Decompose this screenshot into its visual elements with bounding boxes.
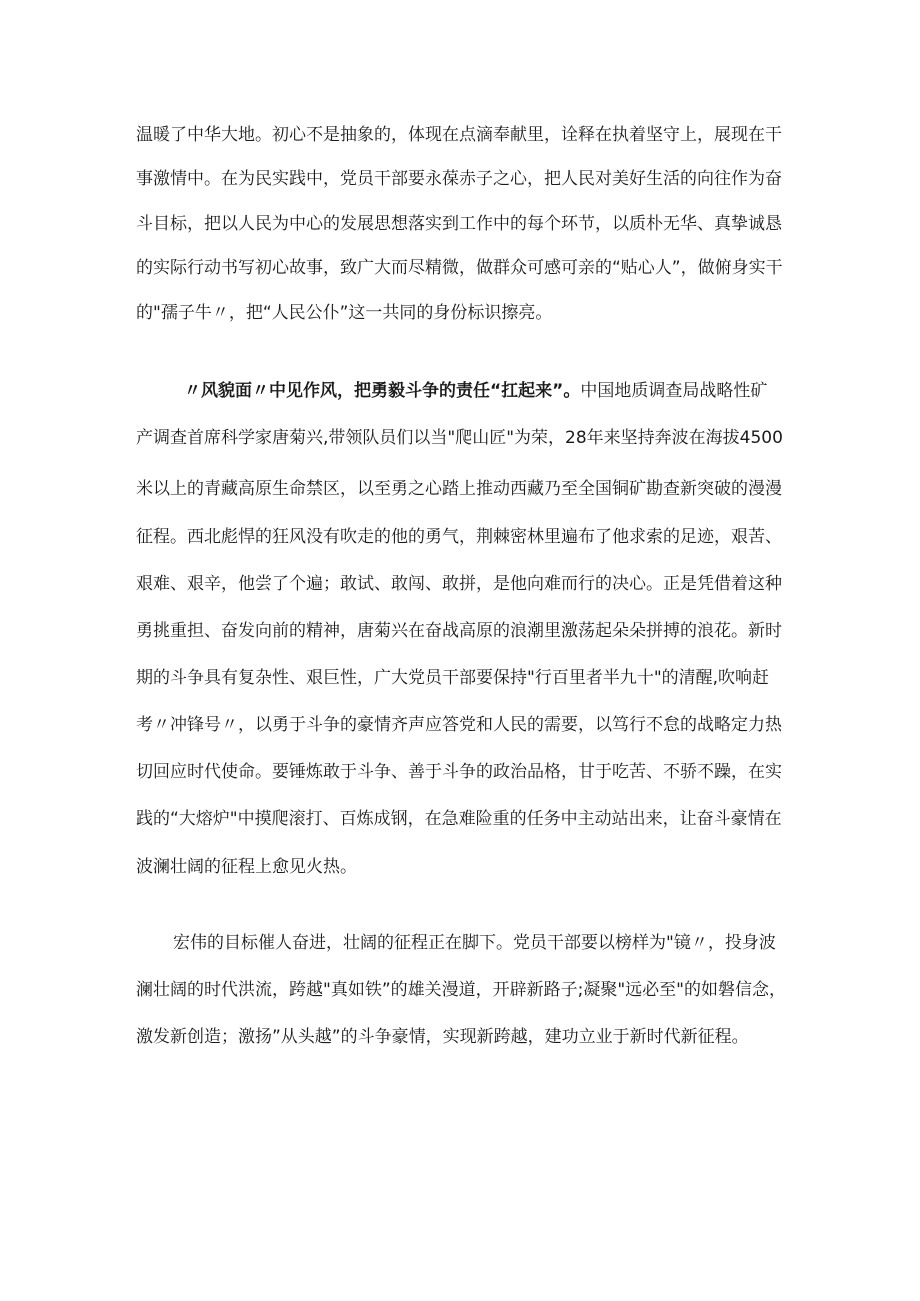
paragraph-1-line-5: 的"孺子牛〃，把“人民公仆”这一共同的身份标识擦亮。 (136, 303, 553, 323)
paragraph-1-line-3: 斗目标，把以人民为中心的发展思想落实到工作中的每个环节，以质朴无华、真挚诚恳 (136, 214, 782, 234)
paragraph-2-line-10: 践的“大熔炉"中摸爬滚打、百炼成钢，在急难险重的任务中主动站出来，让奋斗豪情在 (136, 809, 782, 829)
paragraph-2-line-6: 勇挑重担、奋发向前的精神，唐菊兴在奋战高原的浪潮里激荡起朵朵拼搏的浪花。新时 (136, 621, 782, 641)
paragraph-2-line-3: 米以上的青藏高原生命禁区，以至勇之心踏上推动西藏乃至全国铜矿勘查新突破的漫漫 (136, 479, 782, 499)
paragraph-1-line-2: 事激情中。在为民实践中，党员干部要永葆赤子之心，把人民对美好生活的向往作为奋 (136, 169, 782, 189)
paragraph-2-line-7: 期的斗争具有复杂性、艰巨性，广大党员干部要保持"行百里者半九十"的清醒,吹响赶 (136, 668, 770, 688)
paragraph-2-lead-text: 中国地质调查局战略性矿 (580, 381, 768, 401)
paragraph-2-line-1 (184, 380, 767, 402)
paragraph-3-line-2: 澜壮阔的时代洪流，跨越"真如铁”的雄关漫道，开辟新路子;凝聚"远必至"的如磐信念， (136, 980, 786, 1000)
paragraph-3-line-1: 宏伟的目标催人奋进，壮阔的征程正在脚下。党员干部要以榜样为"镜〃，投身波 (173, 933, 776, 953)
paragraph-2-line-9: 切回应时代使命。要锤炼敢于斗争、善于斗争的政治品格，甘于吃苦、不骄不躁，在实 (136, 762, 782, 782)
paragraph-2-line-2: 产调查首席科学家唐菊兴,带领队员们以当"爬山匠"为荣，28年来坚持奔波在海拔4500 (136, 428, 783, 448)
paragraph-2-line-11: 波澜壮阔的征程上愈见火热。 (136, 857, 357, 877)
paragraph-2-lead-heading: 〃风貌面〃中见作风，把勇毅斗争的责任“扛起来”。 (184, 381, 581, 401)
paragraph-2-line-8: 考〃冲锋号〃，以勇于斗争的豪情齐声应答党和人民的需要，以笃行不怠的战略定力热 (136, 715, 782, 735)
paragraph-1-line-1: 温暖了中华大地。初心不是抽象的，体现在点滴奉献里，诠释在执着坚守上，展现在干 (136, 125, 782, 145)
paragraph-2-line-5: 艰难、艰辛，他尝了个遍；敢试、敢闯、敢拼，是他向难而行的决心。正是凭借着这种 (136, 574, 782, 594)
paragraph-2-line-4: 征程。西北彪悍的狂风没有吹走的他的勇气，荆棘密林里遍布了他求索的足迹，艰苦、 (136, 527, 782, 547)
paragraph-1-line-4: 的实际行动书写初心故事，致广大而尽精微，做群众可感可亲的“贴心人”，做俯身实干 (136, 258, 783, 278)
paragraph-3-line-3: 激发新创造；激扬”从头越”的斗争豪情，实现新跨越，建功立业于新时代新征程。 (136, 1027, 749, 1047)
